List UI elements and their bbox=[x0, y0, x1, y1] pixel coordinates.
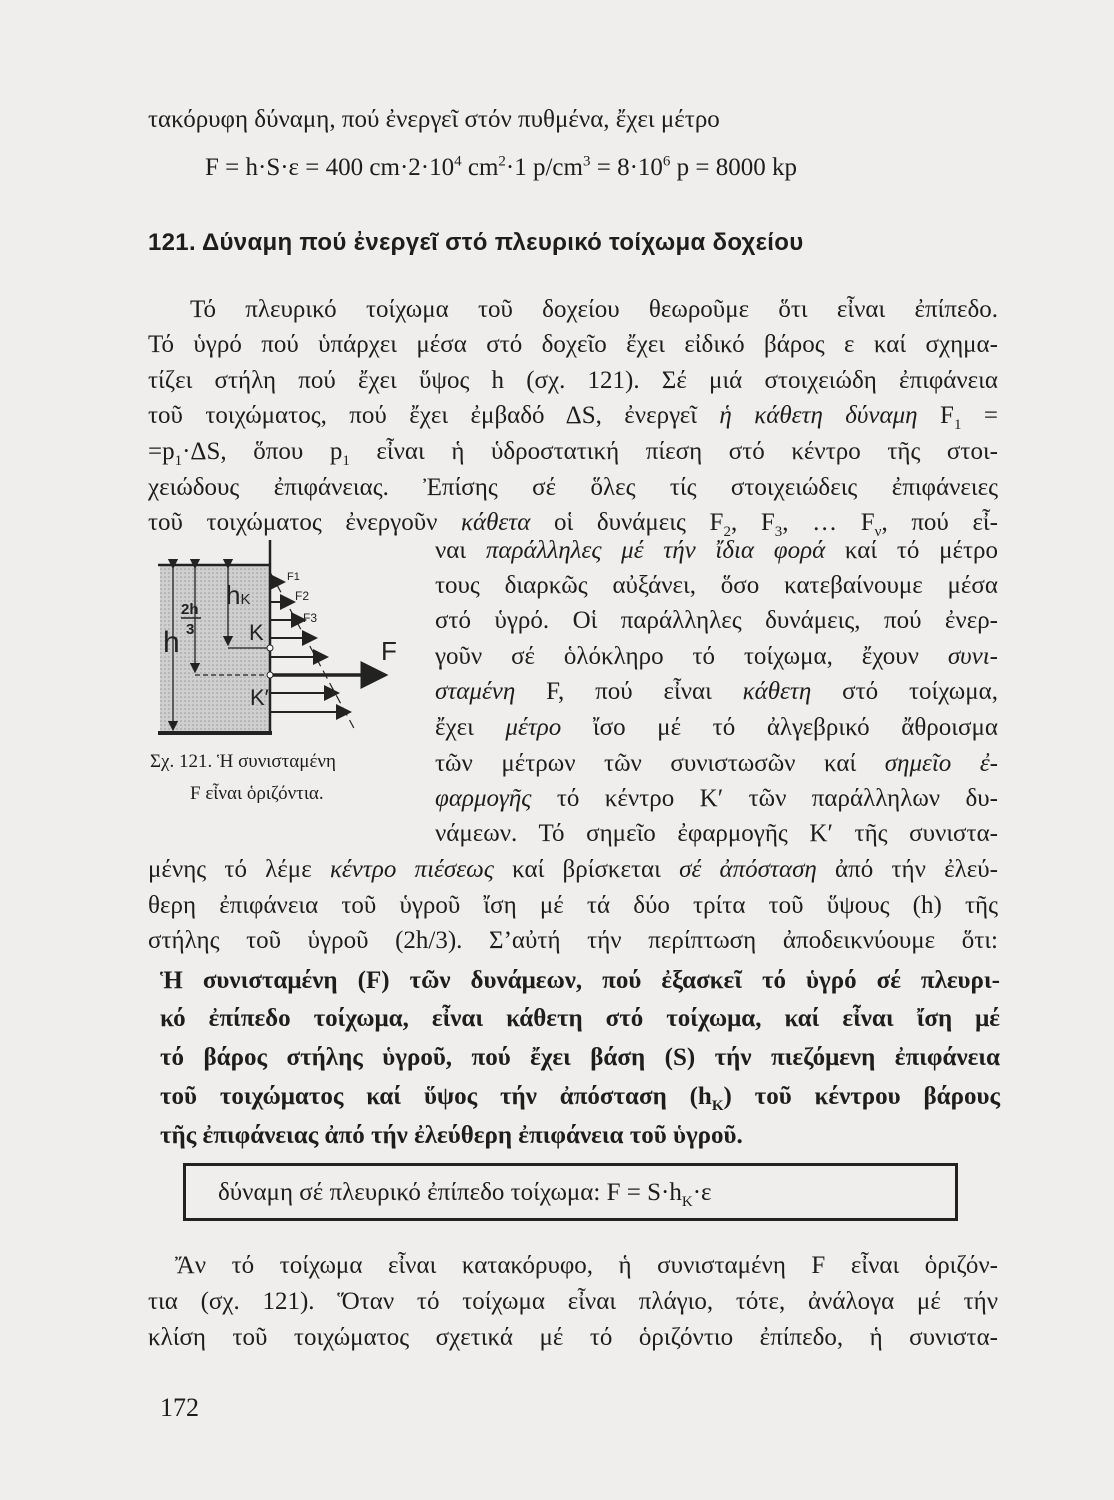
text-segment: τια (σχ. 121). Ὅταν τό τοίχωμα εἶναι πλάγιο, τότε, ἀνάλογα μέ τήν bbox=[148, 1288, 998, 1315]
subscript: K bbox=[681, 1194, 693, 1210]
point-K bbox=[267, 645, 273, 651]
figure-caption-cont: F εἶναι ὁριζόντια. bbox=[190, 783, 324, 804]
text-segment: καί βρίσκεται bbox=[493, 856, 680, 883]
text-segment: τίζει στήλη πού ἔχει ὕψος h (σχ. 121). Σέ μιά στοιχειώδη ἐπιφάνεια bbox=[148, 367, 998, 394]
text-segment: p = 8000 kp bbox=[670, 154, 798, 181]
text-segment: τῶν μέτρων τῶν συνιστωσῶν καί bbox=[435, 750, 885, 777]
text-segment: τοῦ τοιχώματος ἐνεργοῦν bbox=[148, 509, 462, 536]
page-number: 172 bbox=[160, 1393, 199, 1422]
text-segment: ναι bbox=[435, 537, 486, 564]
text-segment: ·1 p/cm bbox=[505, 154, 583, 181]
text-line bbox=[435, 642, 998, 672]
label-2h: 2h bbox=[181, 601, 199, 618]
text-segment: τό βάρος στήλης ὑγροῦ, πού ἔχει βάση (S) τήν πιεζόμενη ἐπιφάνεια bbox=[160, 1044, 1000, 1071]
text-segment: ἴσο μέ τό ἀλγεβρικό ἄθροισμα bbox=[561, 714, 998, 741]
italic-text: ἡ κάθετη δύναμη bbox=[719, 402, 918, 429]
label-F1: F1 bbox=[287, 571, 300, 583]
subscript: ν bbox=[874, 524, 882, 540]
text-line bbox=[148, 1323, 998, 1353]
envelope-line bbox=[270, 572, 356, 732]
text-segment: τῆς ἐπιφάνειας ἀπό τήν ἐλεύθερη ἐπιφάνεια τοῦ ὑγροῦ. bbox=[160, 1122, 743, 1149]
text-segment: cm bbox=[461, 154, 499, 181]
subscript: 1 bbox=[953, 417, 962, 433]
subscript: 1 bbox=[174, 453, 183, 469]
italic-text: κέντρο πιέσεως bbox=[329, 856, 494, 883]
text-segment: ·ΔS, ὅπου p bbox=[182, 438, 343, 465]
text-line bbox=[435, 571, 998, 601]
subscript: 1 bbox=[342, 453, 350, 469]
subscript: 3 bbox=[774, 524, 783, 540]
italic-text: σημεῖο ἐ- bbox=[884, 750, 998, 777]
text-line bbox=[148, 855, 998, 885]
figure-121 bbox=[0, 0, 420, 760]
text-line bbox=[160, 1121, 743, 1151]
text-segment: κλίση τοῦ τοιχώματος σχετικά μέ τό ὁριζόντιο ἐπίπεδο, ἡ συνιστα- bbox=[148, 1324, 998, 1351]
superscript: 3 bbox=[582, 153, 591, 170]
label-K-prime: K′ bbox=[250, 685, 269, 710]
text-segment: F bbox=[917, 402, 954, 429]
label-3: 3 bbox=[186, 621, 195, 638]
text-segment: θερη ἐπιφάνεια τοῦ ὑγροῦ ἴση μέ τά δύο τρίτα τοῦ ὕψους (h) τῆς bbox=[148, 892, 998, 919]
text-line bbox=[435, 536, 998, 566]
text-line bbox=[435, 784, 998, 814]
text-segment: Ἡ συνισταμένη (F) τῶν δυνάμεων, πού ἐξασκεῖ τό ὑγρό σέ πλευρι- bbox=[160, 967, 1000, 994]
text-segment: ἀπό τήν ἐλεύ- bbox=[816, 856, 998, 883]
text-segment: καί τό μέτρο bbox=[825, 537, 998, 564]
text-line bbox=[435, 713, 998, 743]
text-segment: ἔχει bbox=[435, 714, 506, 741]
superscript: 4 bbox=[454, 153, 462, 170]
text-segment: τό κέντρο Κ′ τῶν παράλληλων δυ- bbox=[531, 785, 998, 812]
text-line bbox=[435, 819, 998, 849]
formula-box bbox=[183, 1163, 958, 1221]
text-line bbox=[160, 1082, 1000, 1112]
text-segment: Ἄν τό τοίχωμα εἶναι κατακόρυφο, ἡ συνισταμένη F εἶναι ὁριζόν- bbox=[175, 1252, 998, 1279]
subscript: K bbox=[711, 1098, 724, 1114]
label-K: K bbox=[249, 620, 264, 645]
text-line bbox=[160, 1004, 1000, 1034]
text-segment: νάμεων. Τό σημεῖο ἐφαρμογῆς Κ′ τῆς συνιστα- bbox=[435, 820, 998, 847]
italic-text: κάθετα bbox=[461, 509, 531, 536]
text-line bbox=[435, 749, 998, 779]
text-segment: τακόρυφη δύναμη, πού ἐνεργεῖ στόν πυθμένα, ἔχει μέτρο bbox=[148, 106, 720, 133]
label-F2: F2 bbox=[295, 589, 310, 603]
text-segment: γοῦν σέ ὁλόκληρο τό τοίχωμα, ἔχουν bbox=[435, 643, 948, 670]
text-segment: Τό ὑγρό πού ὑπάρχει μέσα στό δοχεῖο ἔχει εἰδικό βάρος ε καί σχημα- bbox=[148, 331, 998, 358]
text-segment: Τό πλευρικό τοίχωμα τοῦ δοχείου θεωροῦμε ὅτι εἶναι ἐπίπεδο. bbox=[190, 296, 998, 323]
italic-text: συνι- bbox=[947, 643, 998, 670]
text-line bbox=[175, 1251, 998, 1281]
text-line bbox=[160, 1043, 1000, 1073]
text-segment: = 8·10 bbox=[590, 154, 663, 181]
italic-text: φαρμογῆς bbox=[435, 785, 532, 812]
text-segment: δύναμη σέ πλευρικό ἐπίπεδο τοίχωμα: F = S·h bbox=[218, 1179, 682, 1206]
subscript: 2 bbox=[723, 524, 731, 540]
label-hk: hK bbox=[226, 580, 251, 610]
text-segment: F, πού εἶναι bbox=[515, 678, 743, 705]
text-segment: , … F bbox=[782, 509, 875, 536]
italic-text: παράλληλες μέ τήν ἴδια φορά bbox=[485, 537, 826, 564]
text-segment: ) τοῦ κέντρου βάρους bbox=[723, 1083, 1000, 1110]
text-line bbox=[148, 891, 998, 921]
text-segment: 121. Δύναμη πού ἐνεργεῖ στό πλευρικό τοίχωμα δοχείου bbox=[148, 229, 804, 256]
label-h: h bbox=[163, 626, 180, 659]
text-segment: = bbox=[961, 402, 999, 429]
text-segment: τοῦ τοιχώματος, πού ἔχει ἐμβαδό ΔS, ἐνεργεῖ bbox=[148, 402, 720, 429]
text-line bbox=[148, 926, 998, 956]
italic-text: κάθετη bbox=[742, 678, 812, 705]
force-arrows bbox=[271, 582, 385, 712]
text-line bbox=[160, 966, 1000, 996]
italic-text: σέ ἀπόσταση bbox=[679, 856, 817, 883]
text-segment: κό ἐπίπεδο τοίχωμα, εἶναι κάθετη στό τοίχωμα, καί εἶναι ἴση μέ bbox=[160, 1005, 1000, 1032]
label-F: F bbox=[381, 636, 397, 666]
text-segment: F = h·S·ε = 400 cm·2·10 bbox=[205, 154, 455, 181]
superscript: 6 bbox=[662, 153, 671, 170]
figure-caption: Σχ. 121. Ἡ συνισταμένη bbox=[150, 751, 336, 772]
text-line bbox=[435, 606, 998, 636]
text-segment: στό τοίχωμα, bbox=[811, 678, 998, 705]
text-segment: =p bbox=[148, 438, 175, 465]
italic-text: μέτρο bbox=[505, 714, 562, 741]
point-K-prime bbox=[267, 672, 273, 678]
text-line bbox=[148, 1287, 998, 1317]
text-segment: , πού εἶ- bbox=[881, 509, 998, 536]
text-segment: , F bbox=[730, 509, 775, 536]
text-segment: οἱ δυνάμεις F bbox=[530, 509, 724, 536]
text-segment: τους διαρκῶς αὐξάνει, ὅσο κατεβαίνουμε μέσα bbox=[435, 572, 998, 599]
superscript: 2 bbox=[498, 153, 506, 170]
label-F3: F3 bbox=[303, 611, 318, 625]
text-segment: στήλης τοῦ ὑγροῦ (2h/3). Σ’αὐτή τήν περίπτωση ἀποδεικνύουμε ὅτι: bbox=[148, 927, 998, 954]
text-segment: στό ὑγρό. Οἱ παράλληλες δυνάμεις, πού ἐνερ- bbox=[435, 607, 998, 634]
text-segment: χειώδους ἐπιφάνειας. Ἐπίσης σέ ὅλες τίς στοιχειώδεις ἐπιφάνειες bbox=[148, 474, 998, 501]
text-segment: ·ε bbox=[692, 1179, 712, 1206]
text-segment: εἶναι ἡ ὑδροστατική πίεση στό κέντρο τῆς στοι- bbox=[349, 438, 998, 465]
text-segment: τοῦ τοιχώματος καί ὕψος τήν ἀπόσταση (h bbox=[160, 1083, 712, 1110]
italic-text: σταμένη bbox=[435, 678, 516, 705]
text-segment: μένης τό λέμε bbox=[148, 856, 330, 883]
text-line bbox=[435, 677, 998, 707]
